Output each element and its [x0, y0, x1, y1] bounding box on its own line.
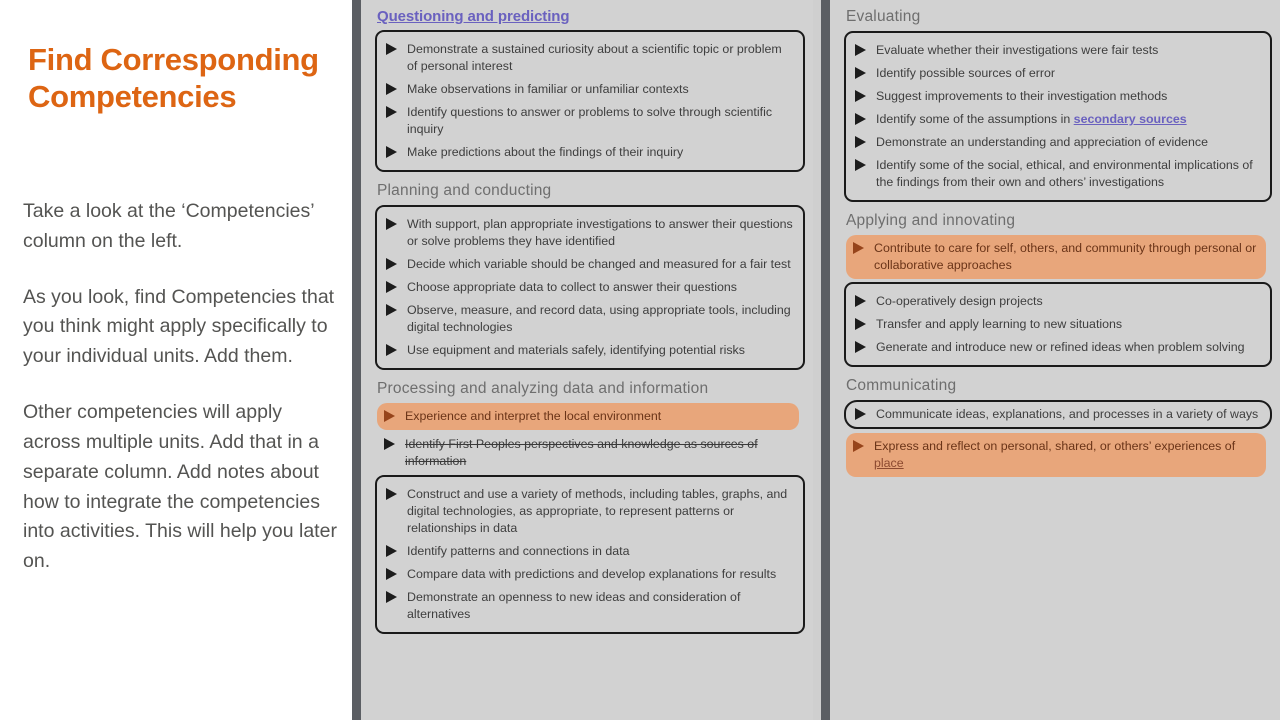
section-heading-communicating: Communicating: [846, 377, 957, 394]
competency-item[interactable]: [846, 235, 1266, 279]
triangle-bullet-icon: [385, 217, 399, 231]
competency-item[interactable]: [377, 433, 799, 473]
competency-item-label: Decide which variable should be changed and measured for a fair test: [407, 257, 791, 271]
left-instructions-panel: [0, 0, 352, 720]
triangle-bullet-icon: [385, 105, 399, 119]
competency-item-label: Suggest improvements to their investigation methods: [876, 89, 1168, 103]
triangle-bullet-icon: [385, 590, 399, 604]
competency-item[interactable]: [379, 540, 797, 563]
competency-item[interactable]: [848, 85, 1264, 108]
competency-item-label: Generate and introduce new or refined ideas when problem solving: [876, 340, 1245, 354]
competency-item[interactable]: [379, 253, 797, 276]
middle-column-content: [375, 0, 805, 636]
instruction-paragraph-1: Take a look at the ‘Competencies’ column on the left.: [23, 200, 314, 252]
column-gutter-middle: [813, 0, 821, 720]
triangle-bullet-icon: [383, 409, 397, 423]
competency-item-label: Identify First Peoples perspectives and knowledge as sources of information: [405, 437, 758, 468]
competency-group-plain: [375, 403, 805, 473]
competency-item-label: Contribute to care for self, others, and community through personal or collaborative approaches: [874, 241, 1257, 272]
triangle-bullet-icon: [854, 317, 868, 331]
competency-item-label: Compare data with predictions and develop explanations for results: [407, 567, 777, 581]
competency-item[interactable]: [848, 336, 1264, 359]
triangle-bullet-icon: [385, 544, 399, 558]
competency-column-right: [830, 0, 1280, 720]
competency-item[interactable]: [848, 108, 1264, 131]
competency-group-plain: [844, 235, 1272, 279]
competency-item-label: With support, plan appropriate investigations to answer their questions or solve problems they have identified: [407, 217, 793, 248]
column-divider-right: [821, 0, 830, 720]
competency-item-label: Transfer and apply learning to new situations: [876, 317, 1123, 331]
competency-item[interactable]: [848, 154, 1264, 194]
competency-item[interactable]: [379, 299, 797, 339]
competency-item-label: Identify possible sources of error: [876, 66, 1056, 80]
competency-item[interactable]: [379, 276, 797, 299]
triangle-bullet-icon: [854, 43, 868, 57]
triangle-bullet-icon: [852, 439, 866, 453]
instruction-paragraph-3: Other competencies will apply across multiple units. Add that in a separate column. Add notes about how to integrate the competencies into activities. This will help you later on.: [23, 401, 337, 573]
competency-item[interactable]: [379, 339, 797, 362]
triangle-bullet-icon: [854, 407, 868, 421]
right-column-content: [844, 0, 1272, 480]
competency-item[interactable]: [848, 404, 1264, 425]
competency-item[interactable]: [848, 39, 1264, 62]
competency-item-label: Make predictions about the findings of their inquiry: [407, 145, 684, 159]
competency-item[interactable]: [848, 313, 1264, 336]
triangle-bullet-icon: [852, 241, 866, 255]
competency-group-box: [375, 205, 805, 370]
triangle-bullet-icon: [385, 145, 399, 159]
competency-item-label: Use equipment and materials safely, identifying potential risks: [407, 343, 745, 357]
section-heading-evaluating: Evaluating: [846, 8, 921, 25]
competency-group-box: [375, 475, 805, 634]
competency-column-middle: [361, 0, 813, 720]
triangle-bullet-icon: [385, 257, 399, 271]
competency-item-label: Identify questions to answer or problems to solve through scientific inquiry: [407, 105, 773, 136]
competency-item-label: Demonstrate an understanding and appreciation of evidence: [876, 135, 1209, 149]
competency-item-label: Co-operatively design projects: [876, 294, 1043, 308]
competency-item[interactable]: [379, 141, 797, 164]
triangle-bullet-icon: [854, 66, 868, 80]
competency-item-label: Communicate ideas, explanations, and processes in a variety of ways: [876, 407, 1259, 421]
section-heading-planning-and-conducting: Planning and conducting: [377, 182, 552, 199]
competency-group-box: [844, 31, 1272, 202]
triangle-bullet-icon: [854, 135, 868, 149]
competency-item-label: Construct and use a variety of methods, including tables, graphs, and digital technologies, as appropriate, to represent patterns or relationships in data: [407, 487, 788, 535]
triangle-bullet-icon: [385, 42, 399, 56]
competency-group-box: [375, 30, 805, 172]
instructions-body: [23, 197, 341, 577]
competency-item[interactable]: [379, 38, 797, 78]
competency-item-label: [874, 438, 1260, 472]
competency-item-label: Evaluate whether their investigations were fair tests: [876, 43, 1159, 57]
competency-item-label: Choose appropriate data to collect to answer their questions: [407, 280, 737, 294]
competency-item[interactable]: [379, 586, 797, 626]
competency-item-label: Demonstrate an openness to new ideas and consideration of alternatives: [407, 590, 741, 621]
section-heading-questioning-and-predicting[interactable]: Questioning and predicting: [377, 8, 570, 25]
triangle-bullet-icon: [854, 89, 868, 103]
section-heading-applying-and-innovating: Applying and innovating: [846, 212, 1016, 229]
competency-item[interactable]: [379, 563, 797, 586]
instruction-paragraph-2: As you look, find Competencies that you think might apply specifically to your individual units. Add them.: [23, 285, 335, 368]
competency-item[interactable]: [379, 78, 797, 101]
competency-item[interactable]: [379, 213, 797, 253]
triangle-bullet-icon: [854, 158, 868, 172]
competency-item-label: Identify patterns and connections in data: [407, 544, 630, 558]
competency-item-label: Identify some of the social, ethical, and environmental implications of the findings from their own and others’ investigations: [876, 158, 1253, 189]
triangle-bullet-icon: [385, 487, 399, 501]
competency-item-label: Experience and interpret the local environment: [405, 409, 662, 423]
competency-group-plain: [844, 433, 1272, 477]
triangle-bullet-icon: [385, 280, 399, 294]
competency-item[interactable]: [379, 483, 797, 540]
competency-item[interactable]: [848, 62, 1264, 85]
competency-text-before-link: Express and reflect on personal, shared, or others’ experiences of: [874, 439, 1236, 453]
triangle-bullet-icon: [854, 112, 868, 126]
column-divider-left: [352, 0, 361, 720]
competency-item-label: [876, 111, 1260, 128]
competency-item-label: Observe, measure, and record data, using appropriate tools, including digital technologies: [407, 303, 791, 334]
competency-item[interactable]: [848, 290, 1264, 313]
competency-item[interactable]: [379, 101, 797, 141]
triangle-bullet-icon: [385, 567, 399, 581]
competency-text-before-link: Identify some of the assumptions in: [876, 112, 1074, 126]
section-heading-processing-and-analyzing-data-and-information: Processing and analyzing data and information: [377, 380, 709, 397]
competency-item[interactable]: [848, 131, 1264, 154]
triangle-bullet-icon: [385, 82, 399, 96]
triangle-bullet-icon: [385, 343, 399, 357]
triangle-bullet-icon: [854, 340, 868, 354]
competency-item-label: Demonstrate a sustained curiosity about a scientific topic or problem of personal interest: [407, 42, 782, 73]
triangle-bullet-icon: [854, 294, 868, 308]
competency-item[interactable]: [377, 403, 799, 430]
page-title: Find Corresponding Competencies: [28, 42, 319, 114]
competency-pill-box: [844, 400, 1272, 429]
glossary-link[interactable]: place: [874, 456, 904, 470]
competency-group-box: [844, 282, 1272, 367]
glossary-link[interactable]: secondary sources: [1073, 112, 1187, 126]
competency-item-label: Make observations in familiar or unfamiliar contexts: [407, 82, 689, 96]
triangle-bullet-icon: [385, 303, 399, 317]
competency-item[interactable]: [846, 433, 1266, 477]
triangle-bullet-icon: [383, 437, 397, 451]
